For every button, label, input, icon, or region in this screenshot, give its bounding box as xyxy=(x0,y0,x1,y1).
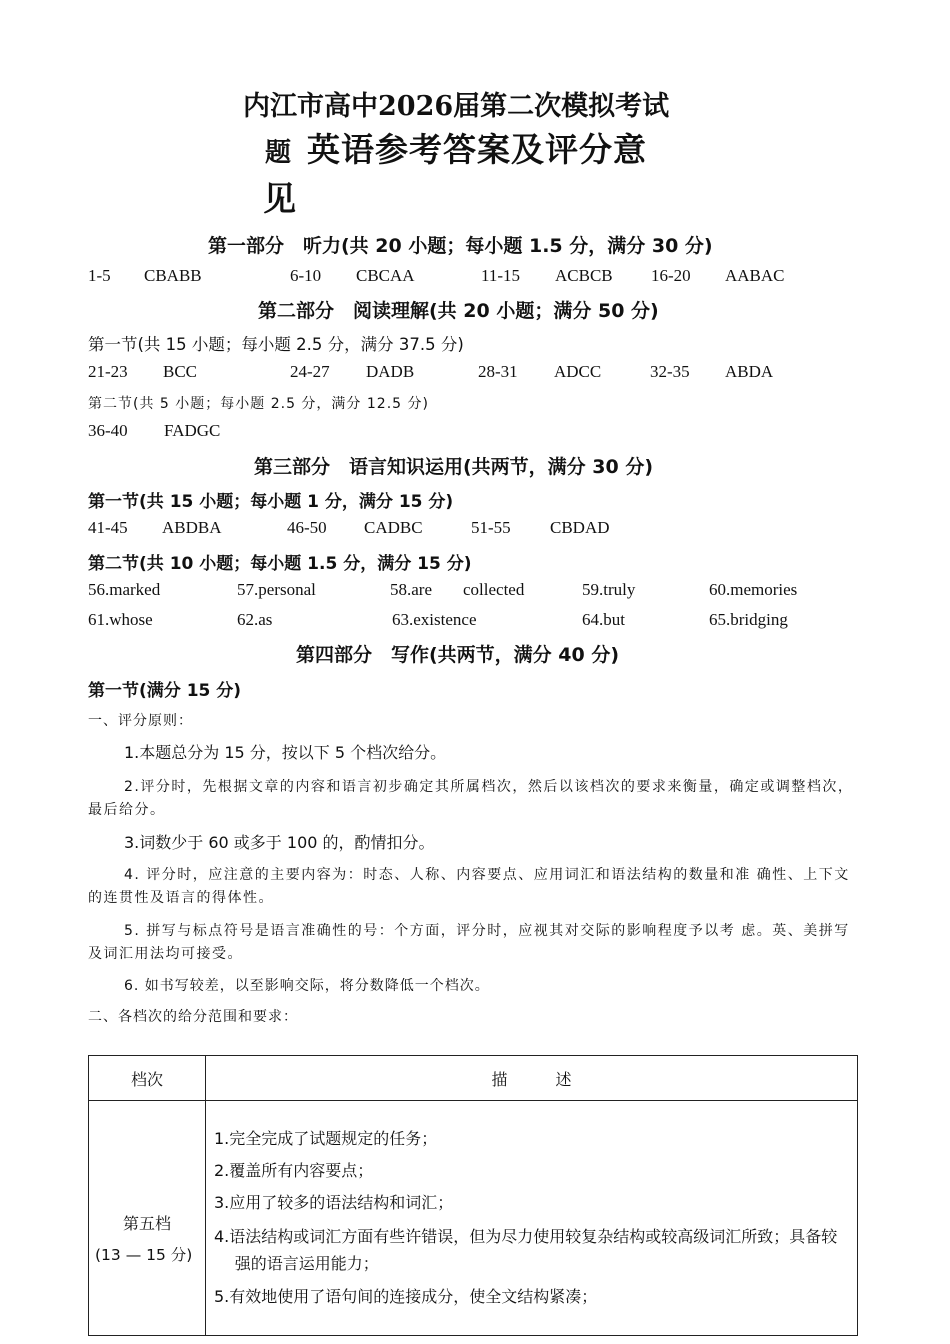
part2-section2-heading: 第二节(共 5 小题；每小题 2.5 分，满分 12.5 分) xyxy=(88,396,429,412)
title-line-1: 内江市高中2026届第二次模拟考试 xyxy=(243,91,670,122)
fill-answer: 65.bridging xyxy=(709,610,788,629)
part1-heading: 第一部分 听力(共 20 小题；每小题 1.5 分，满分 30 分) xyxy=(208,235,713,257)
title-line-2-prefix: 题 xyxy=(265,138,292,168)
description-item: 1.完全完成了试题规定的任务； xyxy=(214,1129,438,1148)
answer-range: 6-10 xyxy=(290,266,322,285)
part4-section1-heading: 第一节(满分 15 分) xyxy=(88,681,242,701)
title-line-3: 见 xyxy=(263,179,297,218)
level-name: 第五档 xyxy=(122,1213,171,1233)
answer-key: FADGC xyxy=(164,421,221,440)
answer-key: CADBC xyxy=(364,518,423,537)
fill-answer: 58.are xyxy=(390,580,433,599)
answer-range: 46-50 xyxy=(287,518,327,537)
description-item: 3.应用了较多的语法结构和词汇； xyxy=(214,1193,454,1212)
answer-key: CBCAA xyxy=(356,266,415,285)
rule-1: 1.本题总分为 15 分，按以下 5 个档次给分。 xyxy=(124,743,447,762)
answer-range: 41-45 xyxy=(88,518,128,537)
fill-answer: collected xyxy=(463,580,525,599)
answer-range: 16-20 xyxy=(651,266,691,285)
part3-section1-heading: 第一节(共 15 小题；每小题 1 分，满分 15 分) xyxy=(88,492,454,512)
answer-key: ABDBA xyxy=(162,518,222,537)
fill-answer: 56.marked xyxy=(88,580,161,599)
fill-answer: 59.truly xyxy=(582,580,636,599)
fill-answer: 64.but xyxy=(582,610,625,629)
answer-range: 1-5 xyxy=(88,266,111,285)
answer-range: 28-31 xyxy=(478,362,518,381)
level-range: (13 — 15 分) xyxy=(95,1245,193,1264)
fill-answer: 61.whose xyxy=(88,610,153,629)
part3-section2-heading: 第二节(共 10 小题；每小题 1.5 分，满分 15 分) xyxy=(88,554,472,574)
fill-answer: 62.as xyxy=(237,610,273,629)
header-description: 描 述 xyxy=(206,1056,858,1101)
answer-key: CBDAD xyxy=(550,518,610,537)
answer-key: AABAC xyxy=(725,266,785,285)
answer-range: 51-55 xyxy=(471,518,511,537)
table-header-row xyxy=(89,1056,858,1101)
title-line-2: 英语参考答案及评分意 xyxy=(307,130,647,169)
answer-range: 24-27 xyxy=(290,362,330,381)
part2-section1-heading: 第一节(共 15 小题；每小题 2.5 分，满分 37.5 分) xyxy=(88,335,464,354)
fill-answer: 60.memories xyxy=(709,580,798,599)
rule-6: 6. 如书写较差，以至影响交际，将分数降低一个档次。 xyxy=(124,978,490,994)
fill-answer: 57.personal xyxy=(237,580,316,599)
answer-key: ABDA xyxy=(725,362,774,381)
grading-table xyxy=(88,1055,858,1336)
answer-key: ACBCB xyxy=(555,266,613,285)
principles-heading: 一、评分原则： xyxy=(88,713,193,729)
rule-3: 3.词数少于 60 或多于 100 的，酌情扣分。 xyxy=(124,833,435,852)
header-level: 档次 xyxy=(89,1056,206,1101)
rule-4: 4. 评分时，应注意的主要内容为：时态、人称、内容要点、应用词汇和语法结构的数量和准 确性、上下文的连贯性及语言的得体性。 xyxy=(88,867,850,906)
answer-key: BCC xyxy=(163,362,198,381)
answer-key: DADB xyxy=(366,362,415,381)
answer-key: ADCC xyxy=(554,362,602,381)
description-item: 4.语法结构或词汇方面有些许错误，但为尽力使用较复杂结构或较高级词汇所致；具备较强的语言运用能力； xyxy=(214,1227,838,1273)
answer-range: 11-15 xyxy=(481,266,521,285)
rule-2: 2.评分时，先根据文章的内容和语言初步确定其所属档次，然后以该档次的要求来衡量，确定或调整档次，最后给分。 xyxy=(88,779,854,818)
part2-heading: 第二部分 阅读理解(共 20 小题；满分 50 分) xyxy=(258,300,659,322)
table-row xyxy=(89,1101,858,1336)
answer-range: 32-35 xyxy=(650,362,690,381)
description-item: 5.有效地使用了语句间的连接成分，使全文结构紧凑； xyxy=(214,1287,598,1306)
rule-5: 5. 拼写与标点符号是语言准确性的号：个方面，评分时，应视其对交际的影响程度予以考 虑。英、美拼写及词汇用法均可接受。 xyxy=(88,923,850,962)
levels-heading: 二、各档次的给分范围和要求： xyxy=(88,1009,298,1025)
part4-heading: 第四部分 写作(共两节，满分 40 分) xyxy=(296,644,620,666)
description-item: 2.覆盖所有内容要点； xyxy=(214,1161,374,1180)
answer-range: 36-40 xyxy=(88,421,128,440)
description-cell xyxy=(206,1101,858,1336)
answer-range: 21-23 xyxy=(88,362,128,381)
fill-answer: 63.existence xyxy=(392,610,477,629)
answer-key: CBABB xyxy=(144,266,202,285)
level-cell xyxy=(89,1101,206,1336)
part3-heading: 第三部分 语言知识运用(共两节，满分 30 分) xyxy=(254,456,654,478)
